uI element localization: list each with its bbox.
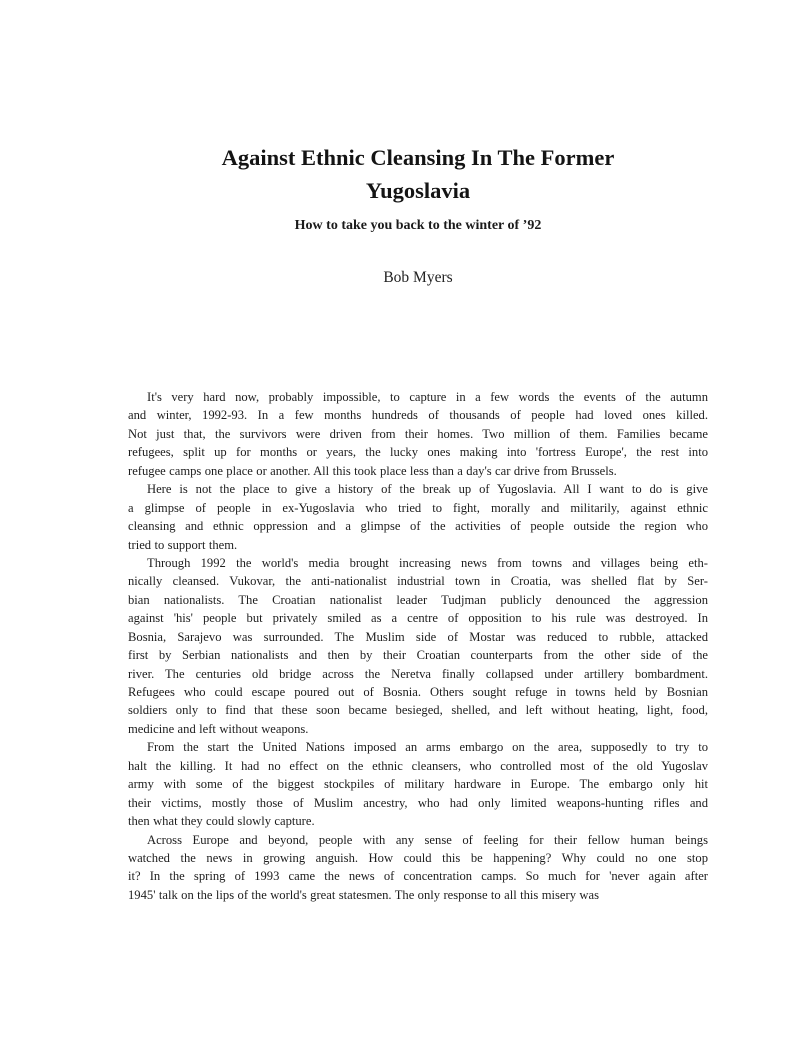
paragraph [128,480,708,554]
text-line: tried to support them. [128,537,238,552]
author-byline: Bob Myers [383,269,453,286]
text-line: Through 1992 the world's media brought increasing news from towns and villages being eth- [147,555,708,570]
text-line: first by Serbian nationalists and then by their Croatian counterparts from the other side of the [128,648,708,663]
text-line: soldiers only to find that these soon became besieged, shelled, and left without heating, light, food, [128,703,708,718]
document-title [158,141,678,207]
text-line: 1945' talk on the lips of the world's great statesmen. The only response to all this misery was [128,887,599,902]
text-line: refugee camps one place or another. All this took place less than a day's car drive from Brussels. [128,463,617,478]
text-line: their victims, mostly those of Muslim ancestry, who had only limited weapons-hunting rifles and [128,795,708,810]
text-line: Across Europe and beyond, people with any sense of feeling for their fellow human beings [147,832,708,847]
title-line-2: Yugoslavia [365,178,471,203]
text-line: It's very hard now, probably impossible, to capture in a few words the events of the autumn [147,390,708,404]
document-subtitle: How to take you back to the winter of ’92 [294,218,542,233]
text-line: against 'his' people but privately smiled as a centre of opposition to his rule was destroyed. In [128,611,708,626]
article-body [128,388,708,904]
text-line: watched the news in growing anguish. How could this be happening? Why could no one stop [128,850,708,865]
text-line: medicine and left without weapons. [128,721,309,736]
text-line: Not just that, the survivors were driven from their homes. Two million of them. Families became [128,426,708,441]
text-line: Bosnia, Sarajevo was surrounded. The Muslim side of Mostar was reduced to rubble, attacked [128,629,708,644]
text-line: halt the killing. It had no effect on the ethnic cleansers, who controlled most of the old Yugoslav [128,758,708,773]
text-line: Refugees who could escape poured out of Bosnia. Others sought refuge in towns held by Bosnian [128,685,708,699]
text-line: army with some of the biggest stockpiles of military hardware in Europe. The embargo only hit [128,777,708,792]
text-line: then what they could slowly capture. [128,814,315,829]
text-line: bian nationalists. The Croatian nationalist leader Tudjman publicly denounced the aggression [128,592,708,607]
text-line: nically cleansed. Vukovar, the anti-nationalist industrial town in Croatia, was shelled flat by Ser- [128,574,708,589]
paragraph [128,388,708,480]
text-line: it? In the spring of 1993 came the news of concentration camps. So much for 'never again after [128,869,708,884]
paragraph [128,554,708,738]
text-line: a glimpse of people in ex-Yugoslavia who tried to fight, morally and militarily, against ethnic [128,500,708,515]
text-line: refugees, split up for months or years, the lucky ones making into 'fortress Europe', the rest into [128,445,708,460]
text-line: From the start the United Nations imposed an arms embargo on the area, supposedly to try to [147,740,708,755]
text-line: Here is not the place to give a history of the break up of Yugoslavia. All I want to do is give [147,482,708,497]
text-line: river. The centuries old bridge across the Neretva finally collapsed under artillery bombardment. [128,666,708,681]
paragraph [128,831,708,905]
paragraph [128,738,708,830]
text-line: cleansing and ethnic oppression and a glimpse of the activities of people outside the region who [128,519,708,534]
title-line-1: Against Ethnic Cleansing In The Former [221,145,615,170]
text-line: and winter, 1992-93. In a few months hundreds of thousands of people had loved ones killed. [128,408,708,423]
